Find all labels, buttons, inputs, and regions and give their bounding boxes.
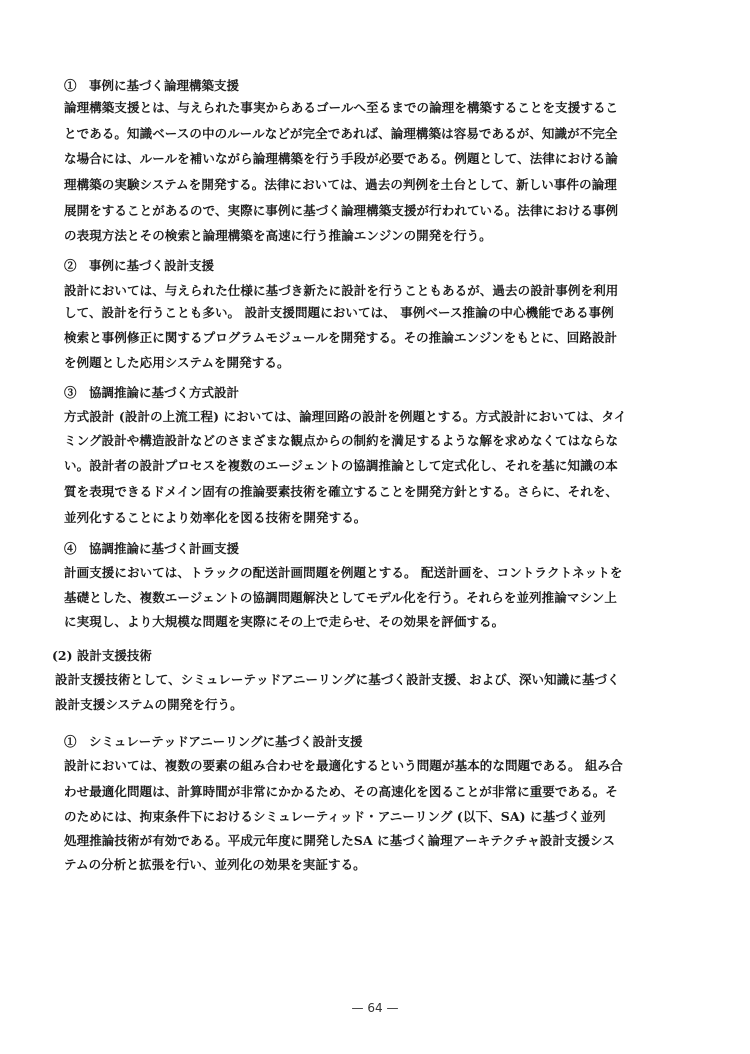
body-line: わせ最適化問題は、計算時間が非常にかかるため、その高速化を図ることが非常に重要である。そ [64, 784, 618, 799]
section-heading: (2) 設計支援技術 [52, 648, 152, 663]
section-heading: ② 事例に基づく設計支援 [64, 258, 215, 273]
body-line: 設計支援システムの開発を行う。 [55, 697, 243, 712]
body-line: ミング設計や構造設計などのさまざまな観点からの制約を満足するような解を求めなくてはならな [64, 433, 619, 448]
body-line: して、設計を行うことも多い。 設計支援問題においては、 事例ベース推論の中心機能である事例 [64, 305, 614, 320]
body-line: に実現し、より大規模な問題を実際にその上で走らせ、その効果を評価する。 [64, 614, 505, 629]
body-line: 論理構築支援とは、与えられた事実からあるゴールへ至るまでの論理を構築することを支援するこ [64, 100, 619, 115]
page-number: — 64 — [351, 1001, 399, 1015]
section-heading: ④ 協調推論に基づく計画支援 [64, 541, 240, 556]
body-line: 処理推論技術が有効である。平成元年度に開発したSA に基づく論理アーキテクチャ設計支援シス [64, 833, 615, 848]
section-heading: ③ 協調推論に基づく方式設計 [64, 385, 240, 400]
section-heading: ① シミュレーテッドアニーリングに基づく設計支援 [64, 734, 363, 749]
body-line: 設計においては、与えられた仕様に基づき新たに設計を行うこともあるが、過去の設計事例を利用 [64, 283, 619, 298]
body-line: 設計支援技術として、シミュレーテッドアニーリングに基づく設計支援、および、深い知識に基づく [55, 672, 620, 687]
body-line: を例題とした応用システムを開発する。 [64, 355, 290, 370]
body-line: 並列化することにより効率化を図る技術を開発する。 [64, 510, 367, 525]
body-line: の表現方法とその検索と論理構築を高速に行う推論エンジンの開発を行う。 [64, 228, 492, 243]
body-line: 展開をすることがあるので、実際に事例に基づく論理構築支援が行われている。法律における事例 [64, 203, 619, 218]
body-line: 質を表現できるドメイン固有の推論要素技術を確立することを開発方針とする。さらに、それを、 [64, 484, 619, 499]
body-line: 計画支援においては、トラックの配送計画問題を例題とする。 配送計画を、コントラクトネットを [64, 565, 623, 580]
body-line: な場合には、ルールを補いながら論理構築を行う手段が必要である。例題として、法律における論 [64, 151, 618, 166]
section-heading: ① 事例に基づく論理構築支援 [64, 78, 240, 93]
body-line: 理構築の実験システムを開発する。法律においては、過去の判例を土台として、新しい事件の論理 [64, 177, 617, 192]
body-line: テムの分析と拡張を行い、並列化の効果を実証する。 [64, 857, 366, 872]
body-line: 検索と事例修正に関するプログラムモジュールを開発する。その推論エンジンをもとに、回路設計 [64, 330, 618, 345]
body-line: い。設計者の設計プロセスを複数のエージェントの協調推論として定式化し、それを基に知識の本 [64, 458, 618, 473]
body-line: 基礎とした、複数エージェントの協調問題解決としてモデル化を行う。それらを並列推論マシン上 [64, 590, 617, 605]
body-line: とである。知識ベースの中のルールなどが完全であれば、論理構築は容易であるが、知識が不完全 [64, 126, 618, 141]
body-line: のためには、拘束条件下におけるシミュレーティッド・アニーリング (以下、SA) に基づく並列 [64, 809, 606, 824]
body-line: 設計においては、複数の要素の組み合わせを最適化するという問題が基本的な問題である。 組み合 [64, 758, 623, 773]
body-line: 方式設計 (設計の上流工程) においては、論理回路の設計を例題とする。方式設計においては、タイ [64, 409, 627, 424]
